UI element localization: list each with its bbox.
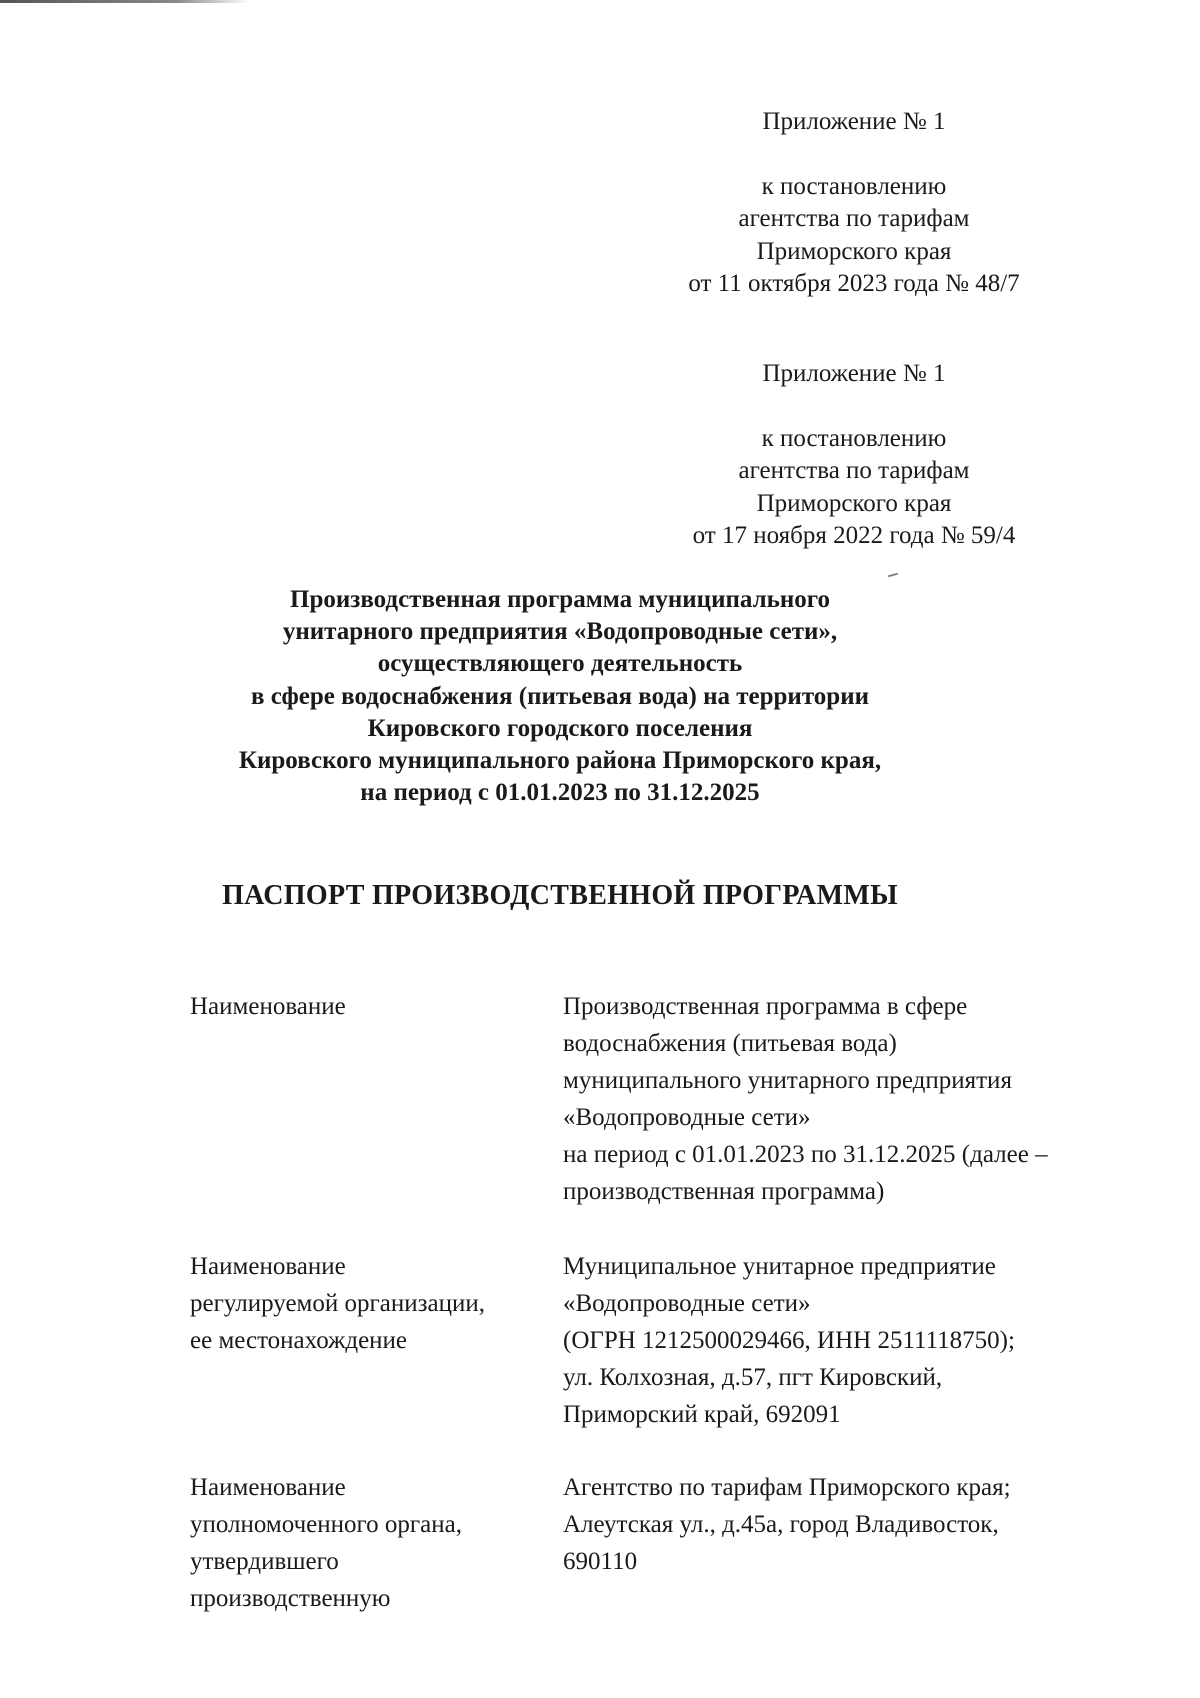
program-title-line: в сфере водоснабжения (питьевая вода) на территории (250, 682, 870, 710)
passport-row-label (190, 988, 550, 1025)
value-line: производственная программа) (563, 1178, 885, 1205)
value-line: на период с 01.01.2023 по 31.12.2025 (далее – (563, 1141, 1048, 1168)
appendix-line: к постановлению (761, 424, 947, 452)
appendix-line: агентства по тарифам (738, 457, 970, 484)
program-title-line: на период с 01.01.2023 по 31.12.2025 (360, 779, 760, 807)
appendix-line: Приморского края (756, 489, 952, 517)
value-line: 690110 (563, 1548, 638, 1575)
value-line: Приморский край, 692091 (563, 1401, 841, 1428)
value-line: Агентство по тарифам Приморского края; (563, 1474, 1011, 1501)
label-line: утвердившего (190, 1548, 339, 1575)
passport-row-label (190, 1248, 550, 1359)
program-title-line: Кировского городского поселения (367, 714, 753, 742)
passport-row-value (563, 1469, 1123, 1580)
value-line: Муниципальное унитарное предприятие (563, 1253, 996, 1280)
program-title-line: Кировского муниципального района Приморского края, (238, 747, 882, 775)
appendix-number: Приложение № 1 (762, 108, 946, 135)
appendix-date-line: от 17 ноября 2022 года № 59/4 (692, 522, 1016, 549)
appendix-line: агентства по тарифам (738, 205, 970, 232)
value-line: (ОГРН 1212500029466, ИНН 2511118750); (563, 1327, 1015, 1354)
label-line: Наименование (190, 1253, 346, 1280)
appendix-block-original (604, 358, 1104, 553)
value-line: муниципального унитарного предприятия (563, 1067, 1012, 1094)
label-line: регулируемой организации, (190, 1290, 485, 1317)
label-line: Наименование (190, 1474, 346, 1501)
scan-speck (888, 573, 898, 578)
value-line: Производственная программа в сфере (563, 993, 968, 1020)
passport-heading: ПАСПОРТ ПРОИЗВОДСТВЕННОЙ ПРОГРАММЫ (222, 880, 898, 911)
value-line: ул. Колхозная, д.57, пгт Кировский, (563, 1364, 943, 1391)
label-line: Наименование (190, 993, 346, 1020)
label-line: ее местонахождение (190, 1327, 408, 1354)
appendix-block-current (604, 106, 1104, 301)
passport-row-value (563, 988, 1123, 1210)
label-line: уполномоченного органа, (190, 1511, 462, 1538)
scan-edge-mark (0, 0, 250, 3)
label-line: производственную (190, 1585, 391, 1612)
value-line: «Водопроводные сети» (563, 1290, 811, 1317)
passport-row-value (563, 1248, 1123, 1433)
value-line: Алеутская ул., д.45а, город Владивосток, (563, 1511, 999, 1538)
program-title-line: Производственная программа муниципального (290, 586, 830, 613)
appendix-number: Приложение № 1 (762, 360, 946, 387)
program-title-line: унитарного предприятия «Водопроводные сети», (282, 618, 838, 646)
program-title-line: осуществляющего деятельность (377, 650, 743, 678)
value-line: водоснабжения (питьевая вода) (563, 1030, 897, 1057)
appendix-date-line: от 11 октября 2023 года № 48/7 (688, 270, 1020, 297)
program-title (150, 584, 970, 809)
passport-row-label (190, 1469, 550, 1617)
appendix-line: Приморского края (756, 237, 952, 265)
appendix-line: к постановлению (761, 172, 947, 200)
value-line: «Водопроводные сети» (563, 1104, 811, 1131)
